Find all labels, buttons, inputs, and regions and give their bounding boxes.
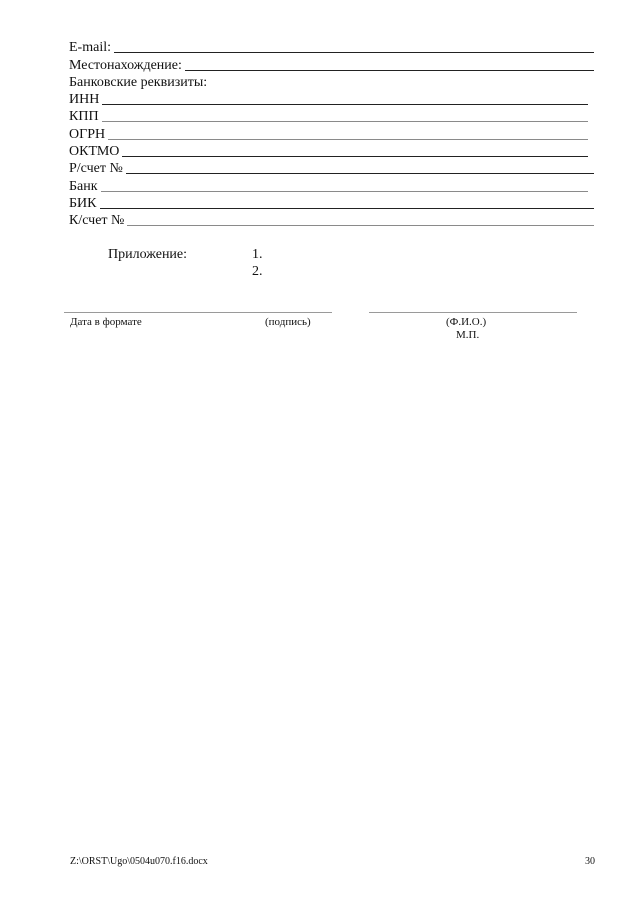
ogrn-field-label: ОГРН bbox=[69, 126, 106, 142]
oktmo-field-row bbox=[69, 142, 594, 159]
bank-details-heading: Банковские реквизиты: bbox=[69, 74, 208, 90]
bank-details-heading-row bbox=[69, 73, 594, 90]
location-field-line[interactable] bbox=[185, 69, 594, 71]
inn-field-row bbox=[69, 90, 594, 107]
account-field-label: Р/счет № bbox=[69, 161, 123, 177]
corr-account-field-row bbox=[69, 211, 594, 228]
date-caption: Дата в формате bbox=[70, 316, 142, 328]
requisites-field-list bbox=[69, 38, 594, 228]
corr-account-field-line[interactable] bbox=[127, 224, 594, 226]
bank-field-row bbox=[69, 176, 594, 193]
ogrn-field-line[interactable] bbox=[108, 138, 588, 140]
kpp-field-row bbox=[69, 107, 594, 124]
corr-account-field-label: К/счет № bbox=[69, 213, 125, 229]
kpp-field-label: КПП bbox=[69, 109, 99, 125]
oktmo-field-label: ОКТМО bbox=[69, 144, 120, 160]
location-field-label: Местонахождение: bbox=[69, 57, 182, 73]
inn-field-label: ИНН bbox=[69, 92, 100, 108]
fio-caption: (Ф.И.О.) bbox=[446, 316, 487, 328]
bank-field-label: Банк bbox=[69, 178, 98, 194]
email-field-label: E-mail: bbox=[69, 40, 111, 56]
fio-line[interactable] bbox=[369, 312, 577, 313]
attachment-label: Приложение: bbox=[108, 247, 188, 262]
location-field-row bbox=[69, 55, 594, 72]
signature-caption: (подпись) bbox=[265, 316, 311, 328]
attachment-list bbox=[252, 246, 263, 280]
inn-field-line[interactable] bbox=[102, 103, 588, 105]
email-field-line[interactable] bbox=[114, 51, 594, 53]
bank-field-line[interactable] bbox=[101, 190, 588, 192]
bik-field-row bbox=[69, 194, 594, 211]
attachment-item: 1. bbox=[252, 247, 263, 262]
bank-details-spacer bbox=[210, 87, 594, 88]
footer-file-path: Z:\ORST\Ugo\0504u070.f16.docx bbox=[70, 856, 208, 867]
page-number: 30 bbox=[585, 856, 595, 867]
kpp-field-line[interactable] bbox=[102, 120, 588, 122]
ogrn-field-row bbox=[69, 124, 594, 141]
attachment-item: 2. bbox=[252, 264, 263, 279]
stamp-caption: М.П. bbox=[456, 329, 480, 341]
date-signature-line[interactable] bbox=[64, 312, 332, 313]
bik-field-line[interactable] bbox=[100, 207, 595, 209]
bik-field-label: БИК bbox=[69, 195, 97, 211]
account-field-line[interactable] bbox=[126, 172, 594, 174]
account-field-row bbox=[69, 159, 594, 176]
oktmo-field-line[interactable] bbox=[122, 155, 588, 157]
email-field-row bbox=[69, 38, 594, 55]
